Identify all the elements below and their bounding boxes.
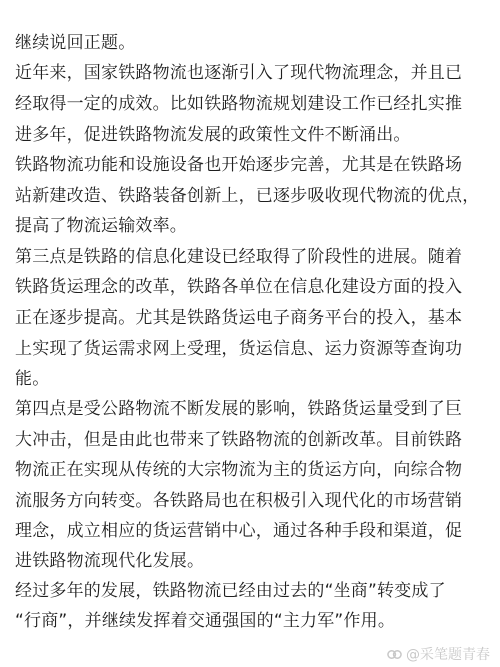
paragraph-line: 提高了物流运输效率。 xyxy=(15,216,187,236)
watermark xyxy=(387,645,490,663)
paragraph-line: 理念，成立相应的货运营销中心，通过各种手段和渠道，促 xyxy=(15,521,463,541)
paragraph-line: 站新建改造、铁路装备创新上，已逐步吸收现代物流的优点， xyxy=(15,186,480,206)
paragraph-line: “行商”，并继续发挥着交通强国的“主力军”作用。 xyxy=(15,611,396,631)
paragraph-line: 继续说回正题。 xyxy=(15,33,136,53)
paragraph-line: 流服务方向转变。各铁路局也在积极引入现代化的市场营销 xyxy=(15,491,463,511)
paragraph-line: 物流正在实现从传统的大宗物流为主的货运方向，向综合物 xyxy=(15,460,463,480)
paragraph-line: 能。 xyxy=(15,369,50,389)
paragraph-line: 经取得一定的成效。比如铁路物流规划建设工作已经扎实推 xyxy=(15,94,463,114)
paragraph-line: 铁路物流功能和设施设备也开始逐步完善，尤其是在铁路场 xyxy=(15,155,463,175)
paragraph-line: 经过多年的发展，铁路物流已经由过去的“坐商”转变成了 xyxy=(15,581,446,601)
platform-logo-icon xyxy=(387,647,402,662)
paragraph-line: 进多年，促进铁路物流发展的政策性文件不断涌出。 xyxy=(15,125,411,145)
watermark-text: @采笔题青春 xyxy=(406,647,490,663)
paragraph-line: 大冲击，但是由此也带来了铁路物流的创新改革。目前铁路 xyxy=(15,430,463,450)
paragraph-line: 铁路货运理念的改革，铁路各单位在信息化建设方面的投入 xyxy=(15,277,463,297)
paragraph-line: 上实现了货运需求网上受理，货运信息、运力资源等查询功 xyxy=(15,339,463,359)
paragraph-line: 近年来，国家铁路物流也逐渐引入了现代物流理念，并且已 xyxy=(15,63,463,83)
paragraph-line: 正在逐步提高。尤其是铁路货运电子商务平台的投入，基本 xyxy=(15,308,463,328)
paragraph-line: 第三点是铁路的信息化建设已经取得了阶段性的进展。随着 xyxy=(15,247,463,267)
paragraph-line: 第四点是受公路物流不断发展的影响，铁路货运量受到了巨 xyxy=(15,399,463,419)
paragraph-line: 进铁路物流现代化发展。 xyxy=(15,551,205,571)
